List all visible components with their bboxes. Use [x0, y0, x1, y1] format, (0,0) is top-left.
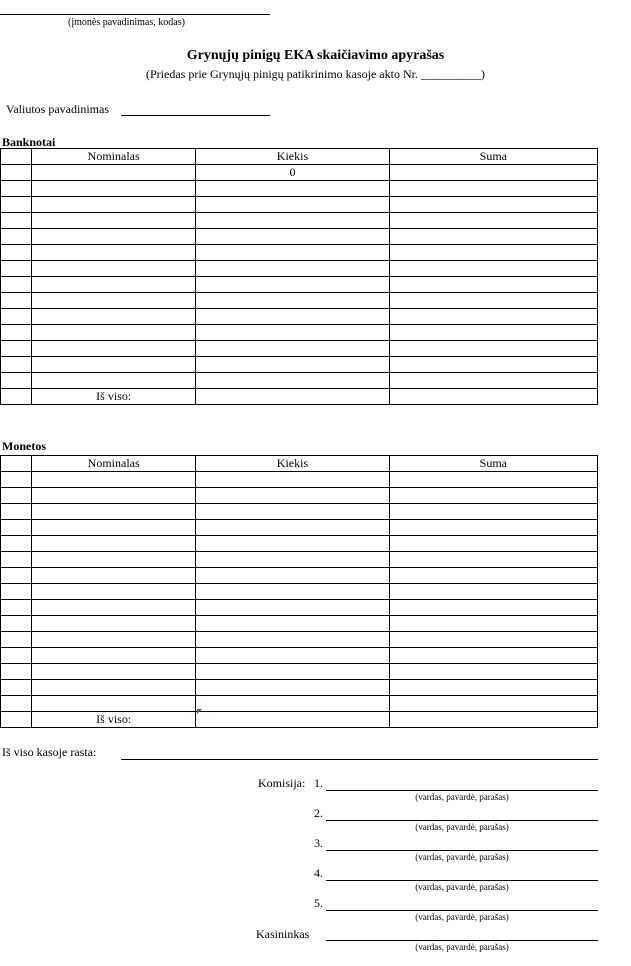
cell-suma[interactable] [389, 293, 597, 309]
page-subtitle: (Priedas prie Grynųjų pinigų patikrinimo kasoje akto Nr. __________) [146, 67, 485, 81]
row-index-cell [1, 504, 32, 520]
cell-kiekis[interactable]: 0 [196, 165, 389, 181]
table-row [1, 552, 598, 568]
cell-nominalas[interactable] [32, 373, 196, 389]
table-row [1, 165, 598, 181]
row-index-cell [1, 600, 32, 616]
table-header-row [1, 456, 598, 472]
row-index-cell [1, 552, 32, 568]
table-row [1, 584, 598, 600]
cell-kiekis[interactable] [196, 277, 389, 293]
header-cell-nominalas: Nominalas [32, 456, 196, 472]
cell-nominalas[interactable] [32, 325, 196, 341]
cell-nominalas[interactable] [32, 309, 196, 325]
commission-label: Komisija: [258, 776, 306, 790]
total-kiekis-cell[interactable] [196, 389, 389, 405]
table-row [1, 181, 598, 197]
cell-suma[interactable] [389, 325, 597, 341]
cashier-signature-line[interactable] [326, 940, 598, 941]
row-index-cell [1, 325, 32, 341]
cell-nominalas[interactable] [32, 536, 196, 552]
cell-nominalas[interactable] [32, 229, 196, 245]
table-row [1, 648, 598, 664]
table-row [1, 568, 598, 584]
cell-suma[interactable] [389, 552, 597, 568]
cell-suma[interactable] [389, 488, 597, 504]
cell-kiekis[interactable] [196, 568, 389, 584]
cashier-signature-caption: (vardas, pavardė, parašas) [415, 942, 509, 952]
cell-suma[interactable] [389, 648, 597, 664]
cell-suma[interactable] [389, 213, 597, 229]
commission-member-number: 1. [314, 776, 323, 790]
commission-signature-line[interactable] [326, 850, 598, 851]
coins-table [0, 455, 598, 728]
table-row [1, 664, 598, 680]
commission-signature-line[interactable] [326, 820, 598, 821]
cell-kiekis[interactable] [196, 648, 389, 664]
cell-comment-marker [197, 709, 202, 714]
cell-suma[interactable] [389, 632, 597, 648]
table-row [1, 520, 598, 536]
total-kiekis-cell[interactable] [196, 712, 389, 728]
cell-suma[interactable] [389, 584, 597, 600]
row-index-cell [1, 229, 32, 245]
commission-signature-line[interactable] [326, 880, 598, 881]
cell-suma[interactable] [389, 357, 597, 373]
row-index-cell [1, 357, 32, 373]
table-row [1, 261, 598, 277]
row-index-cell [1, 616, 32, 632]
table-row [1, 213, 598, 229]
row-index-cell [1, 165, 32, 181]
cell-nominalas[interactable] [32, 696, 196, 712]
page-title: Grynųjų pinigų EKA skaičiavimo apyrašas [186, 48, 445, 63]
commission-signature-caption: (vardas, pavardė, parašas) [415, 882, 509, 892]
total-suma-cell[interactable] [389, 712, 597, 728]
commission-member-number: 4. [314, 866, 323, 880]
header-cell-kiekis: Kiekis [196, 149, 389, 165]
table-row [1, 632, 598, 648]
cell-kiekis[interactable] [196, 197, 389, 213]
cell-kiekis[interactable] [196, 632, 389, 648]
cell-kiekis[interactable] [196, 664, 389, 680]
currency-label: Valiutos pavadinimas [6, 102, 109, 116]
row-index-cell [1, 245, 32, 261]
table-row [1, 696, 598, 712]
cell-kiekis[interactable] [196, 325, 389, 341]
table-row [1, 600, 598, 616]
cell-kiekis[interactable] [196, 373, 389, 389]
commission-signature-caption: (vardas, pavardė, parašas) [415, 822, 509, 832]
banknotes-table [0, 148, 598, 405]
table-row [1, 488, 598, 504]
cell-kiekis[interactable] [196, 472, 389, 488]
cell-suma[interactable] [389, 696, 597, 712]
table-row [1, 357, 598, 373]
total-blank-cell [1, 712, 32, 728]
header-cell-blank [1, 149, 32, 165]
cell-nominalas[interactable] [32, 181, 196, 197]
cell-suma[interactable] [389, 309, 597, 325]
cell-nominalas[interactable] [32, 616, 196, 632]
cell-suma[interactable] [389, 600, 597, 616]
cell-suma[interactable] [389, 373, 597, 389]
cell-kiekis[interactable] [196, 552, 389, 568]
cell-kiekis[interactable] [196, 536, 389, 552]
table-row [1, 325, 598, 341]
cell-nominalas[interactable] [32, 261, 196, 277]
cell-nominalas[interactable] [32, 213, 196, 229]
table-row [1, 680, 598, 696]
row-index-cell [1, 309, 32, 325]
banknotes-section-title: Banknotai [2, 135, 56, 149]
cell-suma[interactable] [389, 520, 597, 536]
total-suma-cell[interactable] [389, 389, 597, 405]
row-index-cell [1, 341, 32, 357]
cell-kiekis[interactable] [196, 357, 389, 373]
cell-nominalas[interactable] [32, 584, 196, 600]
commission-signature-caption: (vardas, pavardė, parašas) [415, 912, 509, 922]
cell-nominalas[interactable] [32, 488, 196, 504]
table-row [1, 293, 598, 309]
cell-suma[interactable] [389, 245, 597, 261]
table-row [1, 309, 598, 325]
cell-suma[interactable] [389, 197, 597, 213]
cell-kiekis[interactable] [196, 680, 389, 696]
row-index-cell [1, 181, 32, 197]
cell-nominalas[interactable] [32, 245, 196, 261]
row-index-cell [1, 197, 32, 213]
cell-kiekis[interactable] [196, 616, 389, 632]
cell-kiekis[interactable] [196, 696, 389, 712]
currency-input-line[interactable] [121, 115, 270, 116]
cell-nominalas[interactable] [32, 197, 196, 213]
row-index-cell [1, 261, 32, 277]
cell-nominalas[interactable] [32, 504, 196, 520]
table-row [1, 277, 598, 293]
total-label: Iš viso: [32, 389, 196, 405]
cell-kiekis[interactable] [196, 309, 389, 325]
header-cell-nominalas: Nominalas [32, 149, 196, 165]
cell-nominalas[interactable] [32, 165, 196, 181]
cell-nominalas[interactable] [32, 357, 196, 373]
cell-suma[interactable] [389, 616, 597, 632]
cell-nominalas[interactable] [32, 552, 196, 568]
row-index-cell [1, 696, 32, 712]
cell-kiekis[interactable] [196, 584, 389, 600]
cell-suma[interactable] [389, 568, 597, 584]
row-index-cell [1, 680, 32, 696]
table-header-row [1, 149, 598, 165]
table-row [1, 373, 598, 389]
row-index-cell [1, 488, 32, 504]
cell-nominalas[interactable] [32, 680, 196, 696]
header-cell-kiekis: Kiekis [196, 456, 389, 472]
cell-suma[interactable] [389, 165, 597, 181]
table-row [1, 536, 598, 552]
company-name-line[interactable] [0, 14, 270, 15]
coins-section-title: Monetos [2, 439, 46, 453]
cell-kiekis[interactable] [196, 600, 389, 616]
table-row [1, 229, 598, 245]
total-blank-cell [1, 389, 32, 405]
table-row [1, 341, 598, 357]
row-index-cell [1, 568, 32, 584]
cell-kiekis[interactable] [196, 504, 389, 520]
commission-member-number: 3. [314, 836, 323, 850]
table-row [1, 197, 598, 213]
total-found-line[interactable] [121, 759, 598, 760]
cell-kiekis[interactable] [196, 245, 389, 261]
cell-suma[interactable] [389, 536, 597, 552]
cell-nominalas[interactable] [32, 472, 196, 488]
cell-suma[interactable] [389, 181, 597, 197]
commission-signature-caption: (vardas, pavardė, parašas) [415, 792, 509, 802]
cashier-label: Kasininkas [256, 927, 310, 941]
cell-kiekis[interactable] [196, 341, 389, 357]
row-index-cell [1, 277, 32, 293]
header-cell-suma: Suma [389, 456, 597, 472]
row-index-cell [1, 373, 32, 389]
cell-suma[interactable] [389, 472, 597, 488]
commission-signature-caption: (vardas, pavardė, parašas) [415, 852, 509, 862]
cell-kiekis[interactable] [196, 213, 389, 229]
cell-kiekis[interactable] [196, 520, 389, 536]
cell-nominalas[interactable] [32, 341, 196, 357]
cell-nominalas[interactable] [32, 632, 196, 648]
cell-nominalas[interactable] [32, 648, 196, 664]
cell-suma[interactable] [389, 229, 597, 245]
row-index-cell [1, 213, 32, 229]
row-index-cell [1, 293, 32, 309]
cell-suma[interactable] [389, 664, 597, 680]
commission-member-number: 5. [314, 896, 323, 910]
cell-nominalas[interactable] [32, 293, 196, 309]
cell-suma[interactable] [389, 504, 597, 520]
cell-suma[interactable] [389, 680, 597, 696]
cell-suma[interactable] [389, 341, 597, 357]
commission-member-number: 2. [314, 806, 323, 820]
total-row [1, 712, 598, 728]
table-row [1, 504, 598, 520]
cell-kiekis[interactable] [196, 181, 389, 197]
row-index-cell [1, 664, 32, 680]
total-row [1, 389, 598, 405]
cell-kiekis[interactable] [196, 293, 389, 309]
cell-nominalas[interactable] [32, 520, 196, 536]
commission-signature-line[interactable] [326, 910, 598, 911]
cell-kiekis[interactable] [196, 261, 389, 277]
row-index-cell [1, 536, 32, 552]
commission-signature-line[interactable] [326, 790, 598, 791]
cell-nominalas[interactable] [32, 568, 196, 584]
cell-kiekis[interactable] [196, 488, 389, 504]
cell-nominalas[interactable] [32, 600, 196, 616]
header-cell-blank [1, 456, 32, 472]
cell-nominalas[interactable] [32, 664, 196, 680]
row-index-cell [1, 648, 32, 664]
cell-kiekis[interactable] [196, 229, 389, 245]
row-index-cell [1, 632, 32, 648]
total-label: Iš viso: [32, 712, 196, 728]
table-row [1, 616, 598, 632]
table-row [1, 245, 598, 261]
cell-suma[interactable] [389, 277, 597, 293]
company-caption: (įmonės pavadinimas, kodas) [68, 17, 185, 28]
header-cell-suma: Suma [389, 149, 597, 165]
cell-nominalas[interactable] [32, 277, 196, 293]
row-index-cell [1, 584, 32, 600]
cell-suma[interactable] [389, 261, 597, 277]
total-found-label: Iš viso kasoje rasta: [2, 745, 97, 759]
row-index-cell [1, 520, 32, 536]
row-index-cell [1, 472, 32, 488]
table-row [1, 472, 598, 488]
